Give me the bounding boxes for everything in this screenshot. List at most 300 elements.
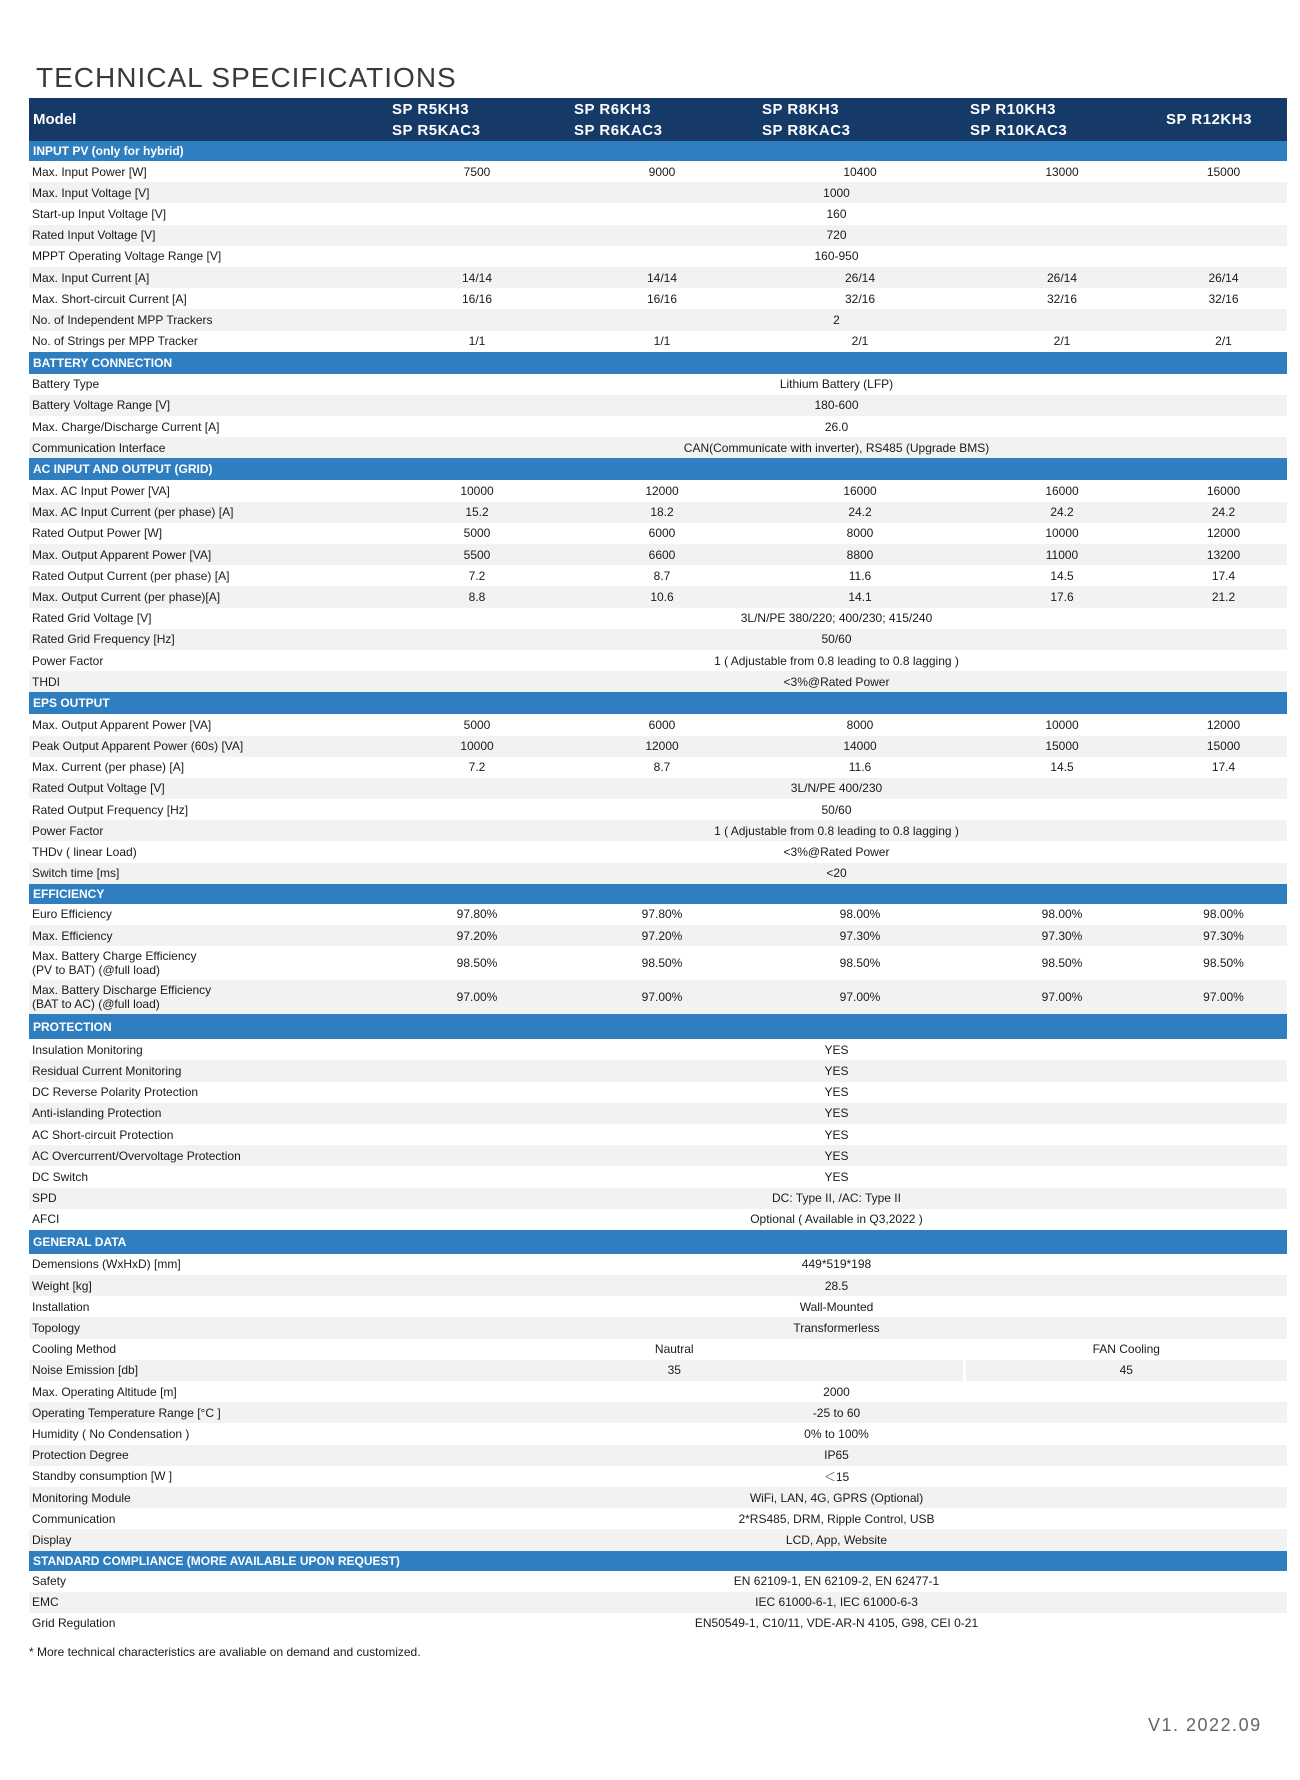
spec-row	[29, 1487, 1287, 1508]
spec-value: ＜15	[823, 1469, 850, 1484]
spec-value: 5500	[386, 544, 568, 565]
spec-row	[29, 841, 1287, 862]
spec-label-text: Grid Regulation	[32, 1616, 116, 1631]
spec-value: 8.7	[653, 760, 671, 775]
spec-row	[29, 182, 1287, 203]
spec-value: 1/1	[653, 334, 671, 349]
spec-row	[29, 1209, 1287, 1230]
spec-value: 2/1	[1053, 334, 1071, 349]
spec-value: 7.2	[468, 568, 486, 583]
spec-label	[29, 925, 386, 946]
spec-value: 8.7	[653, 568, 671, 583]
model-col-2	[568, 98, 756, 141]
spec-value: 14.5	[1050, 760, 1074, 775]
spec-value: 2*RS485, DRM, Ripple Control, USB	[738, 1511, 935, 1526]
spec-label	[29, 502, 386, 523]
spec-label-text: Operating Temperature Range [°C ]	[32, 1405, 221, 1420]
spec-value: 24.2	[756, 502, 964, 523]
spec-row	[29, 161, 1287, 182]
spec-row	[29, 267, 1287, 288]
spec-label-text: Max. Current (per phase) [A]	[32, 760, 185, 775]
spec-row	[29, 820, 1287, 841]
spec-row	[29, 1466, 1287, 1487]
spec-value: 24.2	[1160, 502, 1287, 523]
spec-label-text: MPPT Operating Voltage Range [V]	[32, 249, 222, 264]
spec-label-text: Weight [kg]	[32, 1278, 92, 1293]
spec-value: 7.2	[468, 760, 486, 775]
spec-value: 97.30%	[964, 925, 1160, 946]
spec-label	[29, 288, 386, 309]
model-header-row	[29, 98, 1287, 141]
spec-label	[29, 904, 386, 925]
spec-value: 97.20%	[386, 925, 568, 946]
spec-value: 97.00%	[568, 980, 756, 1014]
spec-row	[29, 544, 1287, 565]
spec-value: YES	[386, 1103, 1287, 1124]
spec-label-text: Max. Short-circuit Current [A]	[32, 291, 187, 306]
spec-label-sub: (BAT to AC) (@full load)	[32, 997, 160, 1012]
spec-label-text: Rated Grid Frequency [Hz]	[32, 632, 175, 647]
spec-label	[29, 309, 386, 330]
spec-value: 12000	[1206, 717, 1241, 732]
spec-label	[29, 1360, 386, 1381]
model-name: SP R6KH3	[574, 100, 652, 118]
spec-value: 12000	[568, 736, 756, 757]
spec-row	[29, 1529, 1287, 1550]
spec-value: 10000	[1045, 717, 1079, 732]
spec-label-text: THDI	[32, 674, 60, 689]
spec-label	[29, 671, 386, 692]
spec-row	[29, 650, 1287, 671]
spec-value: 17.6	[964, 586, 1160, 607]
section-title: INPUT PV (only for hybrid)	[29, 141, 1287, 161]
spec-value: LCD, App, Website	[386, 1529, 1287, 1550]
spec-label-text: Rated Output Current (per phase) [A]	[32, 568, 230, 583]
spec-value: Lithium Battery (LFP)	[779, 377, 894, 392]
spec-row	[29, 1082, 1287, 1103]
spec-value: 5000	[463, 526, 491, 541]
spec-label-text: Cooling Method	[32, 1342, 117, 1357]
spec-value: 16000	[1045, 484, 1079, 499]
section-header-row	[29, 692, 1287, 714]
spec-value: DC: Type II, /AC: Type II	[386, 1188, 1287, 1209]
spec-row	[29, 1124, 1287, 1145]
spec-label	[29, 1508, 386, 1529]
spec-label	[29, 1339, 386, 1360]
spec-value: Wall-Mounted	[799, 1299, 874, 1314]
spec-label	[29, 1145, 386, 1166]
spec-row	[29, 1166, 1287, 1187]
spec-value: 32/16	[1046, 291, 1078, 306]
spec-value: 97.80%	[456, 907, 498, 922]
spec-value: YES	[386, 1060, 1287, 1081]
spec-label-text: AFCI	[32, 1212, 60, 1227]
spec-label-text: Max. Output Current (per phase)[A]	[32, 589, 221, 604]
spec-value: 8.8	[386, 586, 568, 607]
spec-label-text: EMC	[32, 1595, 59, 1610]
spec-row	[29, 629, 1287, 650]
spec-value: YES	[824, 1127, 849, 1142]
spec-label-text: Start-up Input Voltage [V]	[32, 206, 167, 221]
spec-row	[29, 1445, 1287, 1466]
model-name: SP R10KH3	[970, 100, 1056, 118]
spec-value: 8800	[756, 544, 964, 565]
spec-value: YES	[824, 1042, 849, 1057]
spec-label	[29, 1296, 386, 1317]
spec-row	[29, 980, 1287, 1014]
spec-value: 24.2	[964, 502, 1160, 523]
spec-value: 10000	[460, 484, 494, 499]
model-name-alt: SP R10KAC3	[970, 121, 1068, 139]
spec-value: 6600	[568, 544, 756, 565]
footnote: * More technical characteristics are avaliable on demand and customized.	[29, 1645, 421, 1659]
spec-row	[29, 246, 1287, 267]
spec-label	[29, 980, 386, 1014]
model-col-1	[386, 98, 568, 141]
spec-value: 1/1	[468, 334, 486, 349]
spec-label-text: Topology	[32, 1321, 81, 1336]
spec-table	[29, 98, 1287, 1634]
spec-value: 10.6	[568, 586, 756, 607]
model-name-alt: SP R8KAC3	[762, 121, 851, 139]
spec-value: 35	[386, 1360, 964, 1381]
spec-row	[29, 586, 1287, 607]
spec-label-text: Max. Charge/Discharge Current [A]	[32, 419, 220, 434]
spec-label	[29, 1317, 386, 1338]
model-name: SP R8KH3	[762, 100, 840, 118]
spec-value: CAN(Communicate with inverter), RS485 (Upgrade BMS)	[386, 437, 1287, 458]
spec-value: 2/1	[1215, 334, 1232, 349]
spec-value: 0% to 100%	[804, 1426, 869, 1441]
spec-value: 17.4	[1211, 568, 1236, 583]
spec-row	[29, 1592, 1287, 1613]
spec-row	[29, 608, 1287, 629]
spec-value: 2	[386, 309, 1287, 330]
spec-label-text: No. of Strings per MPP Tracker	[32, 334, 198, 349]
spec-label	[29, 608, 386, 629]
spec-value: 26.0	[824, 419, 849, 434]
spec-row	[29, 1188, 1287, 1209]
spec-label-text: Max. Battery Charge Efficiency	[32, 949, 197, 964]
spec-label	[29, 799, 386, 820]
model-label: Model	[29, 98, 386, 141]
spec-row	[29, 1103, 1287, 1124]
spec-row	[29, 1613, 1287, 1634]
spec-value: 449*519*198	[801, 1257, 872, 1272]
spec-label-text: THDv ( linear Load)	[32, 845, 137, 860]
spec-row	[29, 1508, 1287, 1529]
section-title: STANDARD COMPLIANCE (MORE AVAILABLE UPON REQUEST)	[29, 1551, 1287, 1571]
spec-row	[29, 757, 1287, 778]
spec-label	[29, 1529, 386, 1550]
spec-value: 13000	[1045, 164, 1079, 179]
spec-value: 13200	[1160, 544, 1287, 565]
spec-row	[29, 1275, 1287, 1296]
spec-label-text: AC Overcurrent/Overvoltage Protection	[32, 1148, 241, 1163]
spec-sheet	[29, 98, 1287, 1634]
spec-row	[29, 437, 1287, 458]
spec-label	[29, 1423, 386, 1444]
spec-value: 16000	[843, 484, 877, 499]
spec-row	[29, 480, 1287, 501]
spec-value: 16000	[1206, 484, 1241, 499]
spec-label-text: DC Reverse Polarity Protection	[32, 1085, 199, 1100]
spec-label-text: Switch time [ms]	[32, 866, 120, 881]
spec-value: 98.00%	[839, 907, 881, 922]
spec-value: 98.50%	[1203, 956, 1244, 971]
spec-value: 15.2	[386, 502, 568, 523]
spec-label	[29, 778, 386, 799]
spec-label-text: Euro Efficiency	[32, 907, 112, 922]
spec-value: 21.2	[1160, 586, 1287, 607]
spec-label-text: Monitoring Module	[32, 1490, 131, 1505]
spec-row	[29, 863, 1287, 884]
spec-label	[29, 1124, 386, 1145]
spec-value: 7500	[463, 164, 491, 179]
spec-row	[29, 925, 1287, 946]
spec-value: 1 ( Adjustable from 0.8 leading to 0.8 lagging )	[386, 820, 1287, 841]
spec-value: 12000	[645, 484, 679, 499]
model-name-alt: SP R5KAC3	[392, 121, 481, 139]
spec-value: 16/16	[461, 291, 493, 306]
spec-label	[29, 1445, 386, 1466]
spec-row	[29, 671, 1287, 692]
spec-label	[29, 714, 386, 735]
section-header-row	[29, 1551, 1287, 1571]
spec-value: 160	[826, 206, 847, 221]
spec-row	[29, 225, 1287, 246]
spec-value: <20	[386, 863, 1287, 884]
model-col-4	[964, 98, 1160, 141]
spec-row	[29, 1381, 1287, 1402]
spec-value: 50/60	[386, 629, 1287, 650]
spec-value: 9000	[648, 164, 676, 179]
section-header-row	[29, 884, 1287, 904]
spec-row	[29, 1145, 1287, 1166]
spec-label	[29, 544, 386, 565]
spec-label-text: Display	[32, 1532, 72, 1547]
spec-label	[29, 841, 386, 862]
section-header-row	[29, 1014, 1287, 1039]
spec-value: Optional ( Available in Q3,2022 )	[750, 1212, 923, 1227]
spec-label	[29, 1613, 386, 1634]
spec-value: 14.5	[1050, 568, 1074, 583]
spec-label-text: No. of Independent MPP Trackers	[32, 312, 213, 327]
spec-value: 98.50%	[456, 956, 498, 971]
spec-label-text: AC Short-circuit Protection	[32, 1127, 174, 1142]
spec-label	[29, 161, 386, 182]
spec-value: 8000	[846, 717, 874, 732]
spec-value: 10000	[386, 736, 568, 757]
spec-row	[29, 736, 1287, 757]
spec-label-text: Max. Output Apparent Power [VA]	[32, 547, 212, 562]
spec-label	[29, 246, 386, 267]
spec-label-text: Demensions (WxHxD) [mm]	[32, 1257, 181, 1272]
spec-value: 26/14	[1160, 267, 1287, 288]
spec-value: <3%@Rated Power	[386, 671, 1287, 692]
model-col-3	[756, 98, 964, 141]
spec-value: 15000	[1160, 736, 1287, 757]
spec-label-text: Max. Battery Discharge Efficiency	[32, 983, 212, 998]
section-title: PROTECTION	[29, 1014, 1287, 1039]
spec-value: 3L/N/PE 380/220; 400/230; 415/240	[740, 611, 933, 626]
spec-label-text: Rated Input Voltage [V]	[32, 228, 156, 243]
spec-label-text: Max. AC Input Current (per phase) [A]	[32, 505, 234, 520]
spec-value: 97.00%	[386, 980, 568, 1014]
spec-value: 98.00%	[1041, 907, 1083, 922]
spec-value: 98.00%	[1203, 907, 1244, 922]
spec-label	[29, 946, 386, 980]
spec-row	[29, 331, 1287, 352]
spec-value: 3L/N/PE 400/230	[386, 778, 1287, 799]
spec-label	[29, 1592, 386, 1613]
spec-row	[29, 309, 1287, 330]
spec-value: -25 to 60	[386, 1402, 1287, 1423]
spec-label-text: Battery Type	[32, 377, 100, 392]
spec-label	[29, 437, 386, 458]
spec-label-text: Max. Operating Altitude [m]	[32, 1384, 177, 1399]
spec-label-text: Battery Voltage Range [V]	[32, 398, 171, 413]
spec-value: FAN Cooling	[964, 1339, 1287, 1360]
spec-row	[29, 1402, 1287, 1423]
spec-value: 97.20%	[568, 925, 756, 946]
spec-value: 45	[964, 1360, 1287, 1381]
spec-label-text: Max. Input Power [W]	[32, 164, 147, 179]
spec-value: 97.00%	[1160, 980, 1287, 1014]
spec-value: 11.6	[848, 760, 872, 775]
spec-value: IEC 61000-6-1, IEC 61000-6-3	[386, 1592, 1287, 1613]
spec-label	[29, 395, 386, 416]
spec-label-text: Humidity ( No Condensation )	[32, 1426, 190, 1441]
spec-value: 1 ( Adjustable from 0.8 leading to 0.8 lagging )	[714, 653, 959, 668]
spec-label-text: Peak Output Apparent Power (60s) [VA]	[32, 739, 244, 754]
section-title: EPS OUTPUT	[29, 692, 1287, 714]
model-name: SP R5KH3	[392, 100, 470, 118]
spec-label	[29, 416, 386, 437]
spec-label	[29, 182, 386, 203]
spec-label-text: Rated Output Voltage [V]	[32, 781, 165, 796]
page-title: TECHNICAL SPECIFICATIONS	[36, 62, 457, 93]
spec-row	[29, 1423, 1287, 1444]
spec-value: 16/16	[646, 291, 678, 306]
spec-label-text: Insulation Monitoring	[32, 1042, 143, 1057]
spec-value: 1000	[386, 182, 1287, 203]
spec-value: 15000	[964, 736, 1160, 757]
spec-value: 2/1	[851, 334, 869, 349]
spec-row	[29, 1571, 1287, 1592]
spec-row	[29, 1360, 1287, 1381]
spec-label-text: Safety	[32, 1574, 67, 1589]
spec-value: WiFi, LAN, 4G, GPRS (Optional)	[386, 1487, 1287, 1508]
spec-value: 98.50%	[1041, 956, 1083, 971]
spec-row	[29, 778, 1287, 799]
section-title: EFFICIENCY	[29, 884, 1287, 904]
spec-label-text: Anti-islanding Protection	[32, 1106, 162, 1121]
spec-value: EN 62109-1, EN 62109-2, EN 62477-1	[733, 1574, 940, 1589]
spec-value: 98.50%	[839, 956, 881, 971]
spec-row	[29, 203, 1287, 224]
spec-label	[29, 863, 386, 884]
spec-label	[29, 586, 386, 607]
spec-label-text: Noise Emission [db]	[32, 1363, 139, 1378]
spec-label	[29, 1166, 386, 1187]
spec-label-text: Power Factor	[32, 653, 104, 668]
spec-value: 17.4	[1211, 760, 1236, 775]
spec-value: 32/16	[1208, 291, 1239, 306]
spec-value: 14.1	[756, 586, 964, 607]
spec-label	[29, 225, 386, 246]
spec-value: 14000	[756, 736, 964, 757]
spec-value: 50/60	[821, 802, 852, 817]
section-header-row	[29, 458, 1287, 480]
spec-value: 5000	[463, 717, 491, 732]
spec-label-text: Max. Output Apparent Power [VA]	[32, 717, 212, 732]
spec-value: 26/14	[964, 267, 1160, 288]
spec-value: 15000	[1206, 164, 1241, 179]
spec-label	[29, 629, 386, 650]
section-header-row	[29, 141, 1287, 161]
spec-row	[29, 1060, 1287, 1081]
spec-row	[29, 416, 1287, 437]
spec-label	[29, 1487, 386, 1508]
spec-value: 97.80%	[641, 907, 683, 922]
spec-value: 6000	[648, 717, 676, 732]
spec-row	[29, 374, 1287, 395]
spec-value: Nautral	[654, 1342, 694, 1357]
spec-label	[29, 650, 386, 671]
spec-label	[29, 203, 386, 224]
spec-value: YES	[824, 1085, 849, 1100]
spec-row	[29, 1254, 1287, 1275]
spec-value: 11.6	[848, 568, 872, 583]
spec-label	[29, 1466, 386, 1487]
spec-label	[29, 1209, 386, 1230]
spec-row	[29, 714, 1287, 735]
spec-row	[29, 395, 1287, 416]
spec-row	[29, 904, 1287, 925]
spec-label-text: Rated Output Frequency [Hz]	[32, 802, 189, 817]
spec-label-text: Max. Efficiency	[32, 928, 113, 943]
spec-value: 14/14	[386, 267, 568, 288]
spec-label	[29, 1188, 386, 1209]
spec-label	[29, 331, 386, 352]
spec-value: 18.2	[568, 502, 756, 523]
spec-value: 2000	[823, 1384, 850, 1399]
spec-value: Transformerless	[386, 1317, 1287, 1338]
spec-value: YES	[386, 1145, 1287, 1166]
spec-row	[29, 1039, 1287, 1060]
spec-row	[29, 288, 1287, 309]
spec-value: 720	[386, 225, 1287, 246]
spec-value: 10400	[843, 164, 877, 179]
model-col-5	[1160, 98, 1287, 141]
spec-label	[29, 820, 386, 841]
spec-label	[29, 1082, 386, 1103]
spec-value: 97.30%	[756, 925, 964, 946]
spec-label	[29, 267, 386, 288]
section-title: GENERAL DATA	[29, 1230, 1287, 1254]
model-name-alt: SP R6KAC3	[574, 121, 663, 139]
spec-label	[29, 1254, 386, 1275]
spec-label	[29, 757, 386, 778]
spec-label-text: Protection Degree	[32, 1448, 129, 1463]
spec-label	[29, 1060, 386, 1081]
spec-value: 8000	[846, 526, 874, 541]
spec-value: 28.5	[386, 1275, 1287, 1296]
spec-label-text: Max. AC Input Power [VA]	[32, 484, 170, 499]
spec-value: 97.00%	[964, 980, 1160, 1014]
spec-label-text: Communication	[32, 1511, 116, 1526]
